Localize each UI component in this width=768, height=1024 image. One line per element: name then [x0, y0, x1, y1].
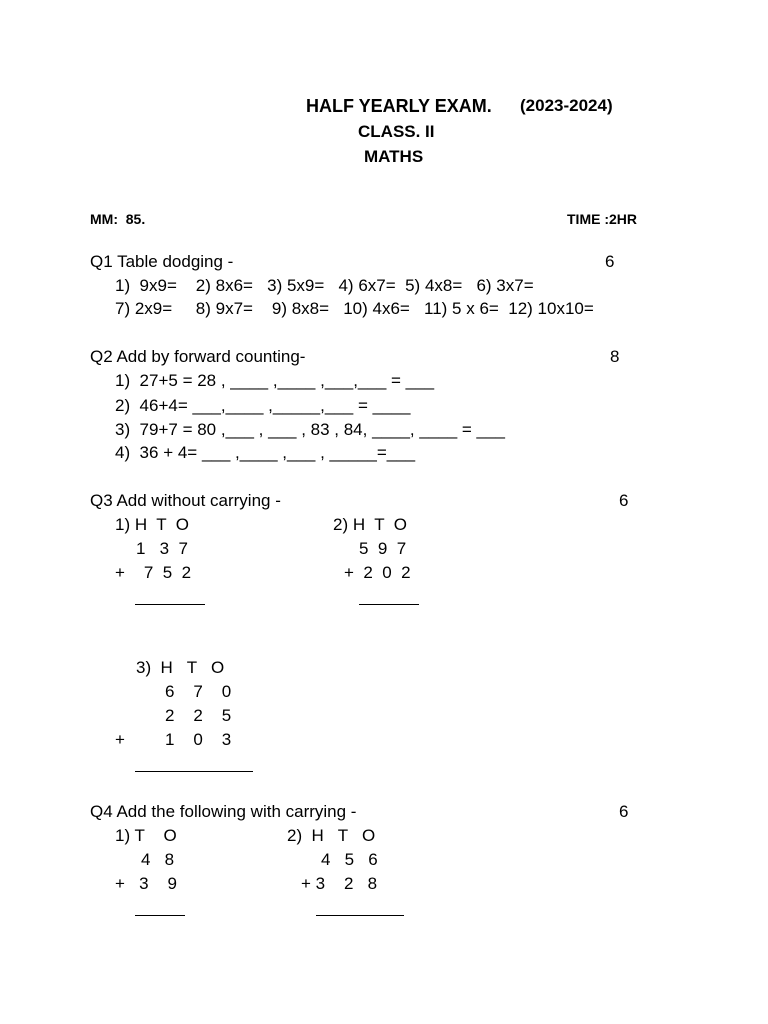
q1-marks: 6 — [605, 252, 615, 271]
q4-problem-2-header: 2) H T O — [287, 826, 376, 845]
q2-title: Q2 Add by forward counting- — [90, 347, 306, 366]
q1-line-2: 7) 2x9= 8) 9x7= 9) 8x8= 10) 4x6= 11) 5 x 6= 12) 10x10= — [115, 299, 594, 318]
q3-problem-3-header: 3) H T O — [136, 658, 225, 677]
q3-problem-3-row-2: 2 2 5 — [165, 706, 232, 725]
q4-problem-2-row-2: + 3 2 8 — [301, 874, 378, 893]
q3-problem-1-answer-line — [135, 604, 205, 605]
q4-problem-1-row-2: + 3 9 — [115, 874, 177, 893]
subject-label: MATHS — [364, 147, 424, 166]
q3-problem-1-row-2: + 7 5 2 — [115, 563, 192, 582]
time-label: TIME :2HR — [567, 211, 637, 227]
q3-problem-2-row-1: 5 9 7 — [359, 539, 407, 558]
class-label: CLASS. II — [358, 122, 435, 141]
q3-problem-3-answer-line — [135, 771, 253, 772]
q3-problem-1-header: 1) H T O — [115, 515, 190, 534]
q3-problem-3-plus: + — [115, 730, 125, 749]
q3-problem-1-row-1: 1 3 7 — [136, 539, 188, 558]
q4-problem-2-answer-line — [316, 915, 404, 916]
exam-title: HALF YEARLY EXAM. — [306, 96, 492, 116]
q2-marks: 8 — [610, 347, 620, 366]
q3-problem-2-header: 2) H T O — [333, 515, 408, 534]
q4-problem-1-row-1: 4 8 — [141, 850, 175, 869]
q1-title: Q1 Table dodging - — [90, 252, 234, 271]
q4-problem-2-row-1: 4 5 6 — [321, 850, 378, 869]
q2-line-2: 2) 46+4= ___,____ ,_____,___ = ____ — [115, 396, 411, 415]
q3-problem-3-row-1: 6 7 0 — [165, 682, 232, 701]
q4-marks: 6 — [619, 802, 629, 821]
q2-line-1: 1) 27+5 = 28 , ____ ,____ ,___,___ = ___ — [115, 371, 435, 390]
q2-line-3: 3) 79+7 = 80 ,___ , ___ , 83 , 84, ____, ____ = ___ — [115, 420, 505, 439]
q4-problem-1-header: 1) T O — [115, 826, 177, 845]
q3-marks: 6 — [619, 491, 629, 510]
q3-title: Q3 Add without carrying - — [90, 491, 281, 510]
exam-year: (2023-2024) — [520, 96, 613, 115]
q3-problem-2-answer-line — [359, 604, 419, 605]
q4-problem-1-answer-line — [135, 915, 185, 916]
max-marks: MM: 85. — [90, 211, 146, 227]
q3-problem-2-row-2: + 2 0 2 — [344, 563, 411, 582]
q4-title: Q4 Add the following with carrying - — [90, 802, 357, 821]
q1-line-1: 1) 9x9= 2) 8x6= 3) 5x9= 4) 6x7= 5) 4x8= 6) 3x7= — [115, 276, 534, 295]
q3-problem-3-row-3: 1 0 3 — [165, 730, 232, 749]
q2-line-4: 4) 36 + 4= ___ ,____ ,___ , _____=___ — [115, 443, 416, 462]
